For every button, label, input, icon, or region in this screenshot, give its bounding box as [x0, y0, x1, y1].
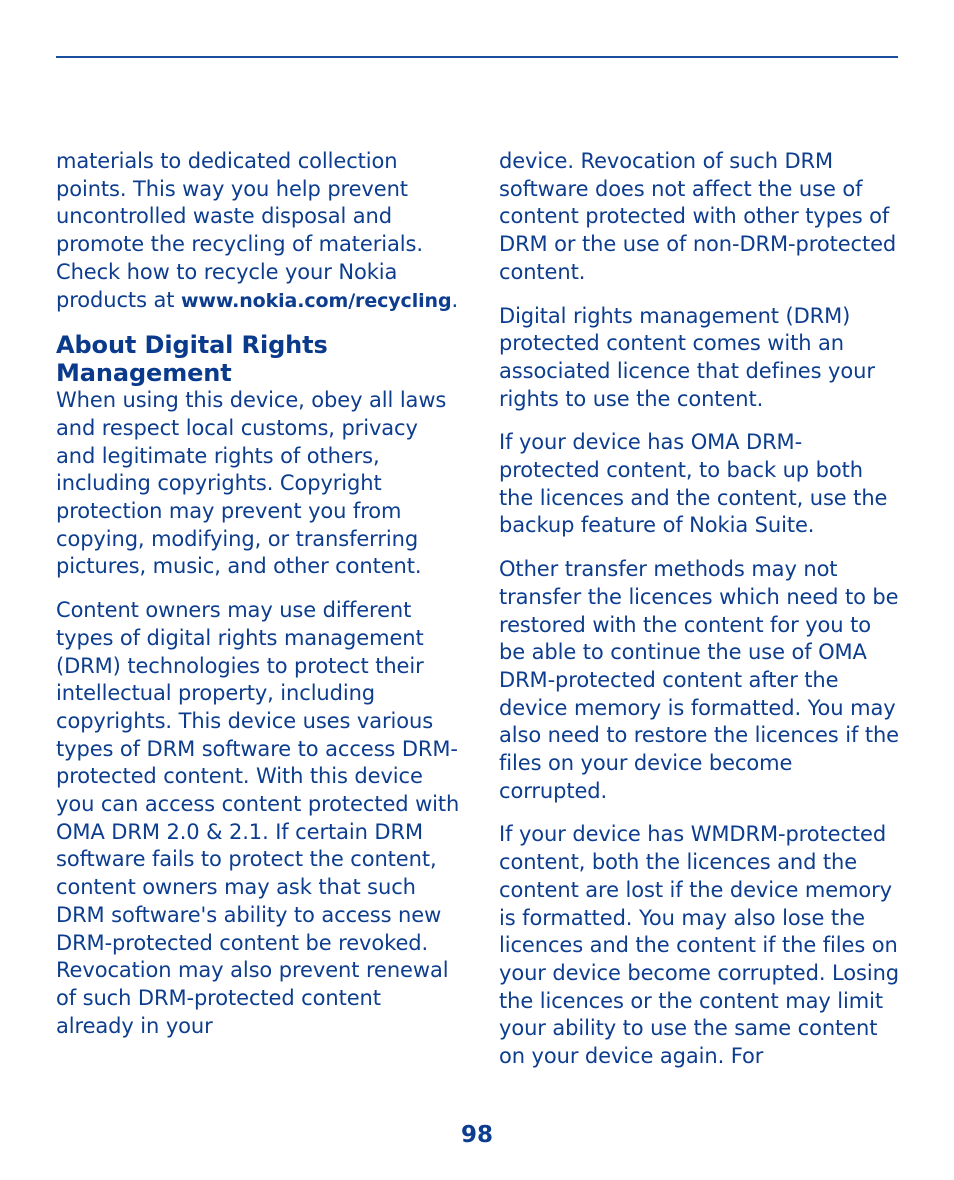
- header-rule: [56, 56, 898, 58]
- body-paragraph: When using this device, obey all laws and respect local customs, privacy and legitimate rights of others, including copyrights. Copyright protection may prevent you from copying, modifying, or transferring pictures, music, and other content.: [56, 388, 447, 579]
- page-number: 98: [460, 1122, 493, 1148]
- recycling-text-end: .: [451, 287, 459, 312]
- body-paragraph: If your device has WMDRM-protected content, both the licences and the content are lost if the device memory is formatted. You may also lose the licences and the content if the files on your device become corrupted. Losing the licences or the content may limit your ability to use the same content on your device again. For: [499, 822, 900, 1069]
- body-paragraph: If your device has OMA DRM-protected content, to back up both the licences and the content, use the backup feature of Nokia Suite.: [499, 430, 888, 538]
- body-paragraph: device. Revocation of such DRM software does not affect the use of content protected with other types of DRM or the use of non-DRM-protected content.: [499, 149, 897, 284]
- body-paragraph: Content owners may use different types of digital rights management (DRM) technologies to protect their intellectual property, including copyrights. This device uses various types of DRM software to access DRM-protected content. With this device you can access content protected with OMA DRM 2.0 & 2.1. If certain DRM software fails to protect the content, content owners may ask that such DRM software's ability to access new DRM-protected content be revoked. Revocation may also prevent renewal of such DRM-protected content already in your: [56, 598, 460, 1038]
- recycling-link[interactable]: www.nokia.com/recycling: [180, 289, 452, 312]
- recycling-paragraph: [56, 148, 460, 315]
- right-column: [499, 148, 901, 1087]
- recycling-text: materials to dedicated collection points. This way you help prevent uncontrolled waste disposal and promote the recycling of materials. Check how to recycle your Nokia products at: [56, 149, 423, 312]
- left-column: [56, 148, 460, 1056]
- body-paragraph: Digital rights management (DRM) protected content comes with an associated licence that defines your rights to use the content.: [499, 303, 875, 411]
- body-paragraph: Other transfer methods may not transfer the licences which need to be restored with the content for you to be able to continue the use of OMA DRM-protected content after the device memory is formatted. You may also need to restore the licences if the files on your device become corrupted.: [499, 557, 899, 803]
- section-heading: About Digital Rights Management: [56, 331, 328, 388]
